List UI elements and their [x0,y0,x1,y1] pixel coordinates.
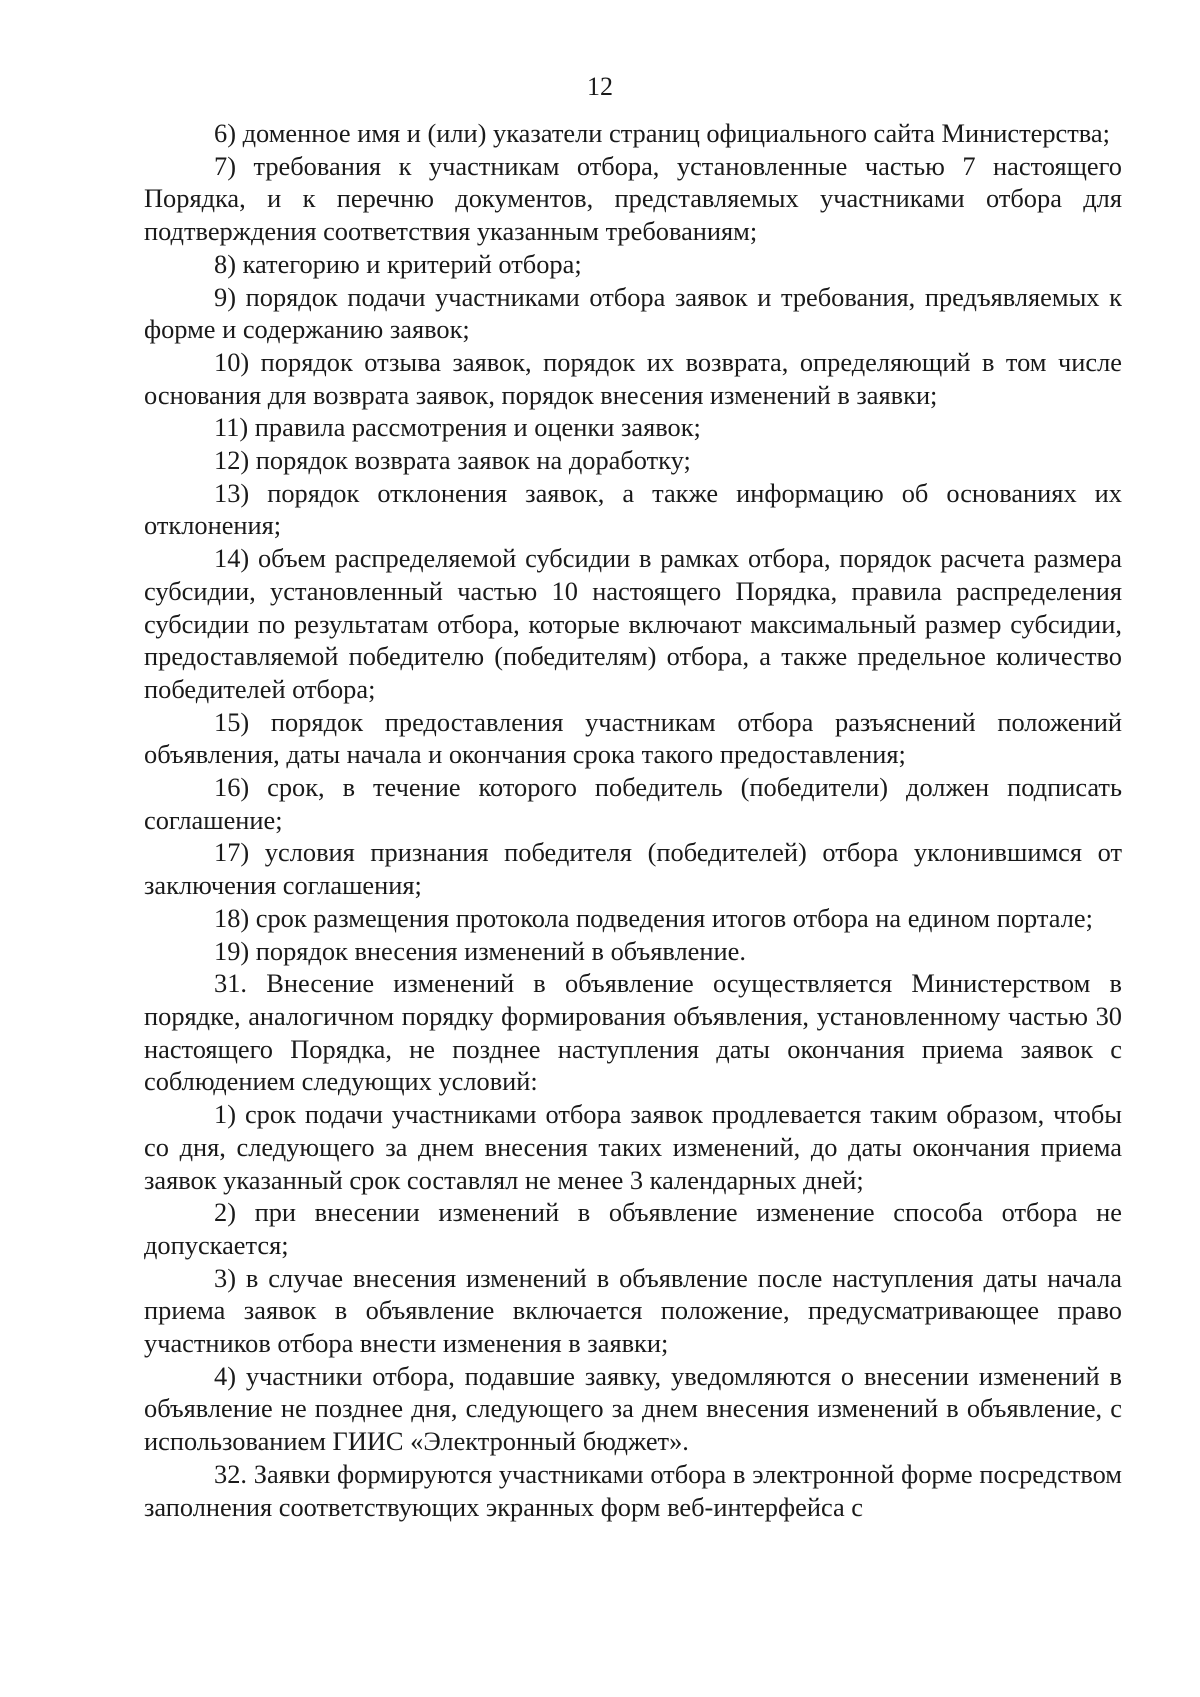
document-body [144,117,1122,1523]
paragraph-item-17: 17) условия признания победителя (победителей) отбора уклонившимся от заключения соглашения; [144,837,1122,901]
paragraph-item-12: 12) порядок возврата заявок на доработку; [214,445,691,476]
paragraph-item-10: 10) порядок отзыва заявок, порядок их возврата, определяющий в том числе основания для возврата заявок, порядок внесения изменений в заявки; [144,346,1122,410]
paragraph-section-31: 31. Внесение изменений в объявление осуществляется Министерством в порядке, аналогичном порядку формирования объявления, установленному частью 30 настоящего Порядка, не позднее наступления даты окончания приема заявок с соблюдением следующих условий: [144,968,1122,1097]
paragraph-item-19: 19) порядок внесения изменений в объявление. [214,935,746,966]
paragraph-item-11: 11) правила рассмотрения и оценки заявок; [214,412,701,443]
page-number: 12 [587,72,613,101]
paragraph-item-16: 16) срок, в течение которого победитель (победители) должен подписать соглашение; [144,772,1122,835]
paragraph-item-9: 9) порядок подачи участниками отбора заявок и требования, предъявляемых к форме и содержанию заявок; [144,281,1122,345]
paragraph-item-8: 8) категорию и критерий отбора; [214,248,582,279]
paragraph-section-32: 32. Заявки формируются участниками отбора в электронной форме посредством заполнения соответствующих экранных форм веб-интерфейса с [144,1458,1122,1522]
paragraph-condition-2: 2) при внесении изменений в объявление изменение способа отбора не допускается; [144,1197,1122,1260]
paragraph-item-6: 6) доменное имя и (или) указатели страниц официального сайта Министерства; [214,118,1110,148]
paragraph-condition-4: 4) участники отбора, подавшие заявку, уведомляются о внесении изменений в объявление не позднее дня, следующего за днем внесения изменений в объявление, с использованием ГИИС «Электронный бюджет». [144,1360,1122,1457]
paragraph-item-14: 14) объем распределяемой субсидии в рамках отбора, порядок расчета размера субсидии, установленный частью 10 настоящего Порядка, правила распределения субсидии по результатам отбора, которые включают максимальный размер субсидии, предоставляемой победителю (победителям) отбора, а также предельное количество победителей отбора; [144,543,1122,704]
paragraph-item-15: 15) порядок предоставления участникам отбора разъяснений положений объявления, даты начала и окончания срока такого предоставления; [144,706,1122,770]
paragraph-item-7: 7) требования к участникам отбора, установленные частью 7 настоящего Порядка, и к перечню документов, представляемых участниками отбора для подтверждения соответствия указанным требованиям; [144,150,1122,247]
paragraph-item-13: 13) порядок отклонения заявок, а также информацию об основаниях их отклонения; [144,477,1122,541]
paragraph-item-18: 18) срок размещения протокола подведения итогов отбора на едином портале; [214,902,1093,933]
paragraph-condition-3: 3) в случае внесения изменений в объявление после наступления даты начала приема заявок в объявление включается положение, предусматривающее право участников отбора внести изменения в заявки; [144,1262,1122,1359]
paragraph-condition-1: 1) срок подачи участниками отбора заявок продлевается таким образом, чтобы со дня, следующего за днем внесения таких изменений, до даты окончания приема заявок указанный срок составлял не менее 3 календарных дней; [144,1099,1122,1195]
